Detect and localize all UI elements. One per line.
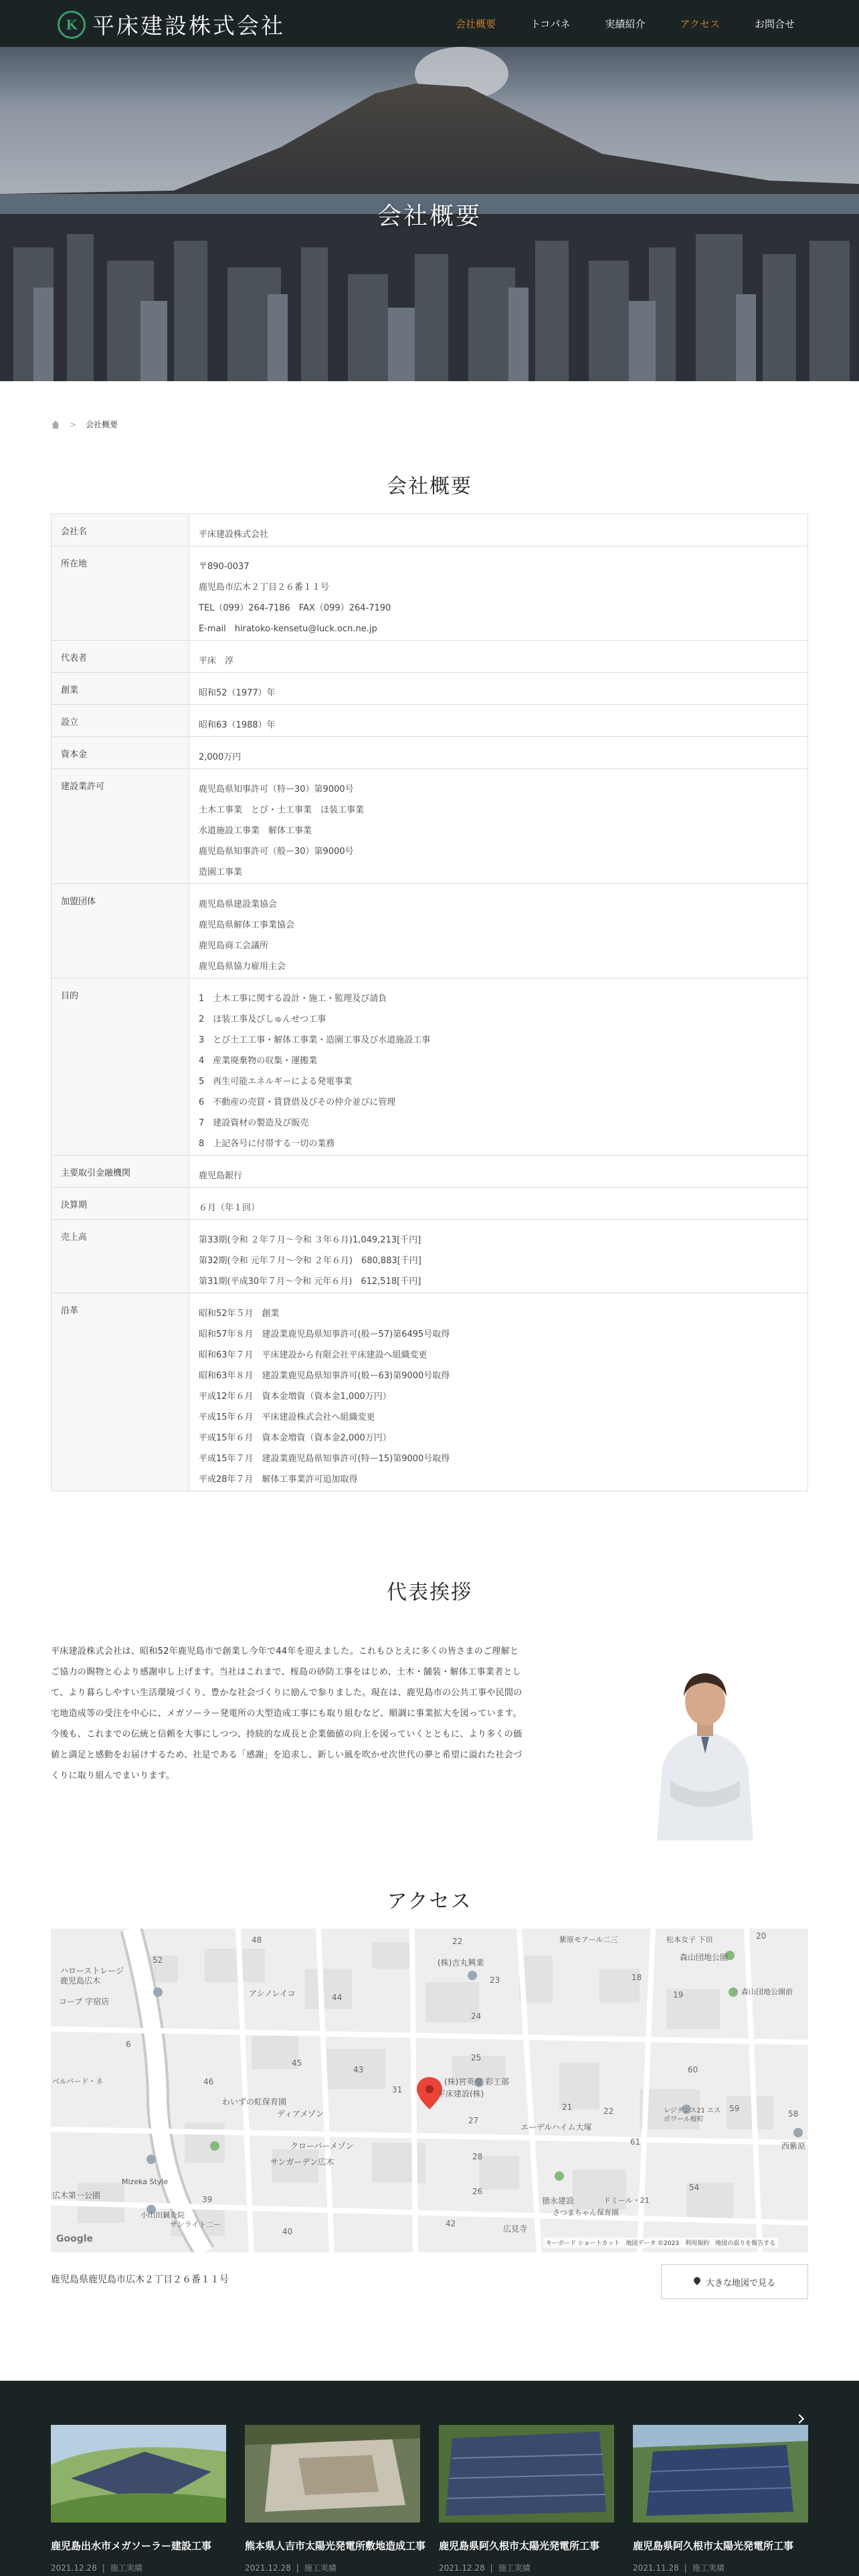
map-label-poi: 紫原モアール二三 — [559, 1935, 618, 1944]
overview-row-value — [189, 884, 808, 978]
work-card-category: 施工実績 — [498, 2563, 531, 2573]
map-block-number: 48 — [252, 1935, 262, 1945]
overview-row-value — [189, 1220, 808, 1293]
greeting-line: 今後も、これまでの伝統と信頼を大事にしつつ、持続的な成長と企業価値の向上を図っていくとともに、より多くの価 — [51, 1729, 522, 1739]
overview-row-value — [189, 705, 808, 737]
map-block-number: 22 — [452, 1937, 463, 1946]
overview-row-label: 主要取引金融機関 — [52, 1156, 189, 1188]
site-header — [0, 0, 859, 47]
work-card-date: 2021.11.28 — [633, 2563, 679, 2573]
logo-mark-icon: K — [58, 11, 86, 39]
map-block-number: 21 — [562, 2103, 573, 2112]
overview-value-line: 鹿児島県建設業協会 — [199, 899, 278, 909]
map-label-poi: 徳永建設 — [542, 2196, 575, 2206]
overview-row-value — [189, 1188, 808, 1220]
overview-row — [52, 737, 808, 769]
work-card[interactable]: 鹿児島県阿久根市太陽光発電所工事 2021.11.28 | 施工実績 — [633, 2425, 808, 2573]
map-label-poi: ディアメゾン — [277, 2109, 324, 2119]
map-block-number: 20 — [756, 1931, 767, 1941]
logo-text: 平床建設株式会社 — [92, 13, 285, 39]
site-logo[interactable] — [58, 9, 285, 40]
overview-row-value — [189, 641, 808, 673]
overview-value-line: 第31期(平成30年７月〜令和 元年６月) 612,518[千円] — [199, 1277, 421, 1287]
overview-row-value — [189, 978, 808, 1156]
overview-value-line: 2,000万円 — [199, 752, 242, 762]
map-label-poi: 森山団地公園 — [680, 1953, 729, 1962]
overview-row — [52, 769, 808, 884]
work-thumbnail — [51, 2425, 226, 2523]
hero-banner — [0, 47, 859, 381]
map-label-poi: レジデンス21 エスポワール桜町 — [664, 2107, 721, 2123]
map-label-poi: サンライト二ー — [170, 2220, 221, 2229]
map-label-poi: サンガーデン広木 — [270, 2157, 335, 2167]
overview-row-label: 決算期 — [52, 1188, 189, 1220]
overview-value-line: 3 とび土工工事・解体工事業・造園工事及び水道施設工事 — [199, 1035, 431, 1045]
map-block-number: 60 — [688, 2065, 698, 2074]
overview-value-line: TEL（099）264-7186 FAX（099）264-7190 — [199, 603, 391, 613]
map-label-poi: ベルバード・ネ — [52, 2077, 104, 2086]
overview-value-line: 昭和63年７月 平床建設から有限会社平床建設へ組織変更 — [199, 1350, 427, 1360]
breadcrumb — [51, 419, 118, 430]
overview-row-value — [189, 546, 808, 641]
overview-row-value — [189, 737, 808, 769]
overview-title: 会社概要 — [387, 475, 472, 498]
overview-row-label: 設立 — [52, 705, 189, 737]
overview-value-line: 昭和63（1988）年 — [199, 720, 276, 730]
map-block-number: 28 — [472, 2152, 483, 2161]
map-block-number: 27 — [468, 2116, 479, 2125]
nav-item-access[interactable]: アクセス — [680, 17, 720, 30]
overview-value-line: 平成15年６月 資本金増資（資本金2,000万円） — [199, 1433, 391, 1443]
map-label-poi: (株)宮英堂 彩工部 — [444, 2077, 510, 2086]
map-block-number: 42 — [446, 2219, 456, 2228]
work-card-title: 鹿児島県阿久根市太陽光発電所工事 — [439, 2540, 600, 2552]
map-label-poi: ハローストレージ 鹿児島広木 — [60, 1966, 124, 1985]
greeting-line: ご協力の賜物と心より感謝申し上げます。当社はこれまで、桜島の砂防工事をはじめ、土木・舗装・解体工事業者とし — [51, 1667, 522, 1677]
map-block-number: 24 — [471, 2012, 482, 2021]
overview-value-line: 2 ほ装工事及びしゅんせつ工事 — [199, 1014, 326, 1025]
overview-value-line: 昭和52（1977）年 — [199, 688, 276, 698]
overview-value-line: 鹿児島銀行 — [199, 1171, 243, 1181]
map-label-pin: 平床建設(株) — [438, 2089, 484, 2099]
work-card-category: 施工実績 — [110, 2563, 142, 2573]
map-label-poi: アシノレイコ — [249, 1989, 296, 1998]
overview-value-line: 鹿児島県協力雇用主会 — [199, 962, 286, 972]
map-block-number: 26 — [472, 2187, 483, 2196]
work-thumbnail — [245, 2425, 420, 2523]
map-block-number: 25 — [471, 2053, 482, 2062]
overview-value-line: 昭和63年８月 建設業鹿児島県知事許可(般ー63)第9000号取得 — [199, 1371, 450, 1381]
breadcrumb-separator: > — [70, 419, 77, 429]
overview-value-line: 造園工事業 — [199, 867, 243, 877]
breadcrumb-current: 会社概要 — [86, 420, 118, 429]
overview-value-line: 第32期(令和 元年７月〜令和 ２年６月) 680,883[千円] — [199, 1256, 421, 1266]
map-label-poi: クローバーメゾン — [290, 2141, 354, 2151]
overview-value-line: 昭和52年５月 創業 — [199, 1309, 280, 1319]
overview-value-line: 平成12年６月 資本金増資（資本金1,000万円） — [199, 1392, 391, 1402]
map-label-poi: 小山田鍼灸院 — [140, 2211, 185, 2220]
nav-item-company[interactable]: 会社概要 — [455, 17, 496, 30]
work-card-date: 2021.12.28 — [439, 2563, 485, 2573]
map-block-number: 46 — [203, 2077, 214, 2086]
main-nav — [421, 0, 795, 47]
view-large-map-label: 大きな地図で見る — [705, 2278, 775, 2288]
work-card[interactable]: 鹿児島県阿久根市太陽光発電所工事 2021.12.28 | 施工実績 — [439, 2425, 614, 2573]
work-card-category: 施工実績 — [304, 2563, 337, 2573]
map-footer-links[interactable]: キーボード ショートカット 地図データ ©2023 利用規約 地図の誤りを報告する — [543, 2238, 778, 2248]
greeting-line: 平床建設株式会社は、昭和52年鹿児島市で創業し今年で44年を迎えました。これもひとえに多くの皆さまのご理解と — [51, 1646, 519, 1656]
map-label-poi: 西紫原 — [781, 2141, 806, 2151]
overview-row — [52, 514, 808, 546]
map-streets — [51, 1929, 808, 2252]
map-pin-icon — [694, 2277, 700, 2286]
hero-title: 会社概要 — [377, 203, 482, 230]
map-label-poi: さつまちゃん保育園 — [553, 2208, 619, 2217]
chevron-right-icon[interactable] — [795, 2414, 804, 2424]
overview-value-line: 鹿児島商工会議所 — [199, 941, 269, 951]
overview-row — [52, 978, 808, 1156]
overview-value-line: 鹿児島県知事許可（特ー30）第9000号 — [199, 784, 354, 794]
overview-value-line: 鹿児島県解体工事業協会 — [199, 920, 295, 930]
overview-row — [52, 884, 808, 978]
works-slider-footer — [0, 2381, 859, 2576]
map-label-poi: エーデルハイム大塚 — [520, 2123, 592, 2132]
map-label-poi: ドミール・21 — [603, 2196, 650, 2205]
overview-row-value — [189, 1293, 808, 1491]
work-thumbnail — [439, 2425, 614, 2523]
overview-row — [52, 1188, 808, 1220]
map-block-number: 31 — [392, 2085, 403, 2095]
map-block-number: 54 — [689, 2183, 700, 2192]
overview-value-line: 鹿児島市広木２丁目２６番１１号 — [199, 582, 330, 593]
map-block-number: 22 — [603, 2107, 614, 2116]
overview-value-line: 8 上記各号に付帯する一切の業務 — [199, 1139, 335, 1149]
access-address: 鹿児島県鹿児島市広木２丁目２６番１１号 — [51, 2274, 229, 2285]
overview-row-value — [189, 1156, 808, 1188]
overview-row — [52, 673, 808, 705]
overview-row — [52, 705, 808, 737]
work-card-date: 2021.12.28 — [245, 2563, 291, 2573]
nav-item-tokopane[interactable]: トコパネ — [531, 17, 571, 30]
overview-value-line: 1 土木工事に関する設計・施工・監理及び請負 — [199, 994, 387, 1004]
view-large-map-button[interactable] — [661, 2264, 808, 2299]
greeting-title: 代表挨拶 — [387, 1581, 472, 1604]
overview-value-line: 水道施設工事業 解体工事業 — [199, 826, 312, 836]
work-card-title: 鹿児島出水市メガソーラー建設工事 — [51, 2540, 212, 2552]
map-label-poi: コープ 宇宿店 — [59, 1997, 110, 2006]
overview-value-line: 4 産業廃棄物の収集・運搬業 — [199, 1056, 318, 1066]
google-logo: Google — [56, 2234, 94, 2244]
overview-row-label: 代表者 — [52, 641, 189, 673]
map-label-poi: わいずの虹保育園 — [222, 2097, 287, 2107]
overview-row-label: 資本金 — [52, 737, 189, 769]
overview-row-label: 会社名 — [52, 514, 189, 546]
map-label-poi: (株)吉丸興業 — [438, 1958, 484, 1967]
map-block-number: 6 — [126, 2040, 131, 2049]
map-block-number: 44 — [332, 1993, 343, 2002]
map-block-number: 40 — [282, 2227, 293, 2236]
map-block-number: 18 — [632, 1973, 642, 1982]
overview-row-value — [189, 514, 808, 546]
overview-row — [52, 641, 808, 673]
overview-value-line: 7 建設資材の製造及び販売 — [199, 1118, 309, 1128]
greeting-line: て、より暮らしやすい生活環境づくり、豊かな社会づくりに励んで参りました。現在は、鹿児島市の公共工事や民間の — [51, 1688, 522, 1698]
overview-row-label: 建設業許可 — [52, 769, 189, 884]
map-label-poi: 森山団地公園前 — [741, 1988, 793, 1996]
map-block-number: 52 — [153, 1955, 163, 1965]
map-block-number: 61 — [630, 2137, 641, 2147]
overview-value-line: 平成15年７月 建設業鹿児島県知事許可(特ー15)第9000号取得 — [199, 1454, 450, 1464]
overview-row-value — [189, 673, 808, 705]
overview-value-line: 昭和57年８月 建設業鹿児島県知事許可(般ー57)第6495号取得 — [199, 1329, 450, 1339]
map-block-number: 59 — [729, 2104, 740, 2113]
work-card-title: 熊本県人吉市太陽光発電所敷地造成工事 — [245, 2540, 426, 2552]
work-card[interactable]: 鹿児島出水市メガソーラー建設工事 2021.12.28 | 施工実績 — [51, 2425, 226, 2573]
map-block-number: 58 — [788, 2109, 799, 2119]
work-card-date: 2021.12.28 — [51, 2563, 97, 2573]
overview-row-label: 沿革 — [52, 1293, 189, 1491]
overview-value-line: 平床建設株式会社 — [199, 530, 269, 540]
overview-value-line: 平床 淳 — [199, 656, 234, 666]
home-icon[interactable] — [51, 421, 60, 429]
work-card[interactable]: 熊本県人吉市太陽光発電所敷地造成工事 2021.12.28 | 施工実績 — [245, 2425, 420, 2573]
overview-row-value — [189, 769, 808, 884]
map-block-number: 45 — [292, 2058, 302, 2068]
overview-value-line: 6 不動産の売買・賃貸借及びその仲介並びに管理 — [199, 1097, 396, 1107]
work-card-title: 鹿児島県阿久根市太陽光発電所工事 — [633, 2540, 794, 2552]
greeting-text — [51, 1641, 559, 1786]
overview-row — [52, 546, 808, 641]
map-block-number: 19 — [673, 1990, 684, 2000]
overview-value-line: ６月（年１回） — [199, 1203, 260, 1213]
overview-value-line: 鹿児島県知事許可（般ー30）第9000号 — [199, 847, 354, 857]
overview-row — [52, 1156, 808, 1188]
greeting-line: 宅地造成等の受注を中心に、メガソーラー発電所の大型造成工事にも取り組むなど、順調に事業拡大を図っています。 — [51, 1709, 522, 1719]
work-card-category: 施工実績 — [692, 2563, 725, 2573]
overview-row-label: 加盟団体 — [52, 884, 189, 978]
nav-item-contact[interactable]: お問合せ — [754, 17, 795, 30]
overview-row — [52, 1220, 808, 1293]
representative-photo — [650, 1640, 760, 1840]
overview-value-line: 〒890-0037 — [199, 562, 250, 572]
overview-value-line: 5 再生可能エネルギーによる発電事業 — [199, 1077, 353, 1087]
google-map[interactable] — [51, 1929, 808, 2252]
access-title: アクセス — [387, 1890, 472, 1913]
overview-row-label: 売上高 — [52, 1220, 189, 1293]
company-overview-table — [51, 514, 808, 1491]
map-label-poi: 松本女子 下田 — [666, 1935, 713, 1944]
overview-row-label: 所在地 — [52, 546, 189, 641]
overview-row — [52, 1293, 808, 1491]
map-block-number: 23 — [490, 1975, 500, 1985]
overview-value-line: 平成28年７月 解体工事業許可追加取得 — [199, 1475, 358, 1485]
map-label-poi: Mizeka Style — [122, 2177, 169, 2186]
overview-value-line: 土木工事業 とび・土工事業 ほ装工事業 — [199, 805, 365, 815]
map-block-number: 39 — [202, 2195, 213, 2204]
overview-row-label: 目的 — [52, 978, 189, 1156]
greeting-line: くりに取り組んでまいります。 — [51, 1771, 175, 1781]
overview-value-line: E-mail hiratoko-kensetu@luck.ocn.ne.jp — [199, 624, 377, 634]
nav-item-works[interactable]: 実績紹介 — [605, 17, 646, 30]
map-label-poi: 広木第一公園 — [52, 2191, 101, 2200]
work-thumbnail — [633, 2425, 808, 2523]
overview-row-label: 創業 — [52, 673, 189, 705]
map-block-number: 43 — [353, 2065, 364, 2074]
map-label-poi: 広見寺 — [503, 2224, 528, 2234]
overview-value-line: 平成15年６月 平床建設株式会社へ組織変更 — [199, 1412, 375, 1422]
greeting-line: 値と満足と感動をお届けするため、社是である「感謝」を追求し、新しい風を吹かせ次世代の夢と希望に溢れた社会づ — [51, 1750, 522, 1760]
overview-value-line: 第33期(令和 ２年７月〜令和 ３年６月)1,049,213[千円] — [199, 1235, 421, 1245]
